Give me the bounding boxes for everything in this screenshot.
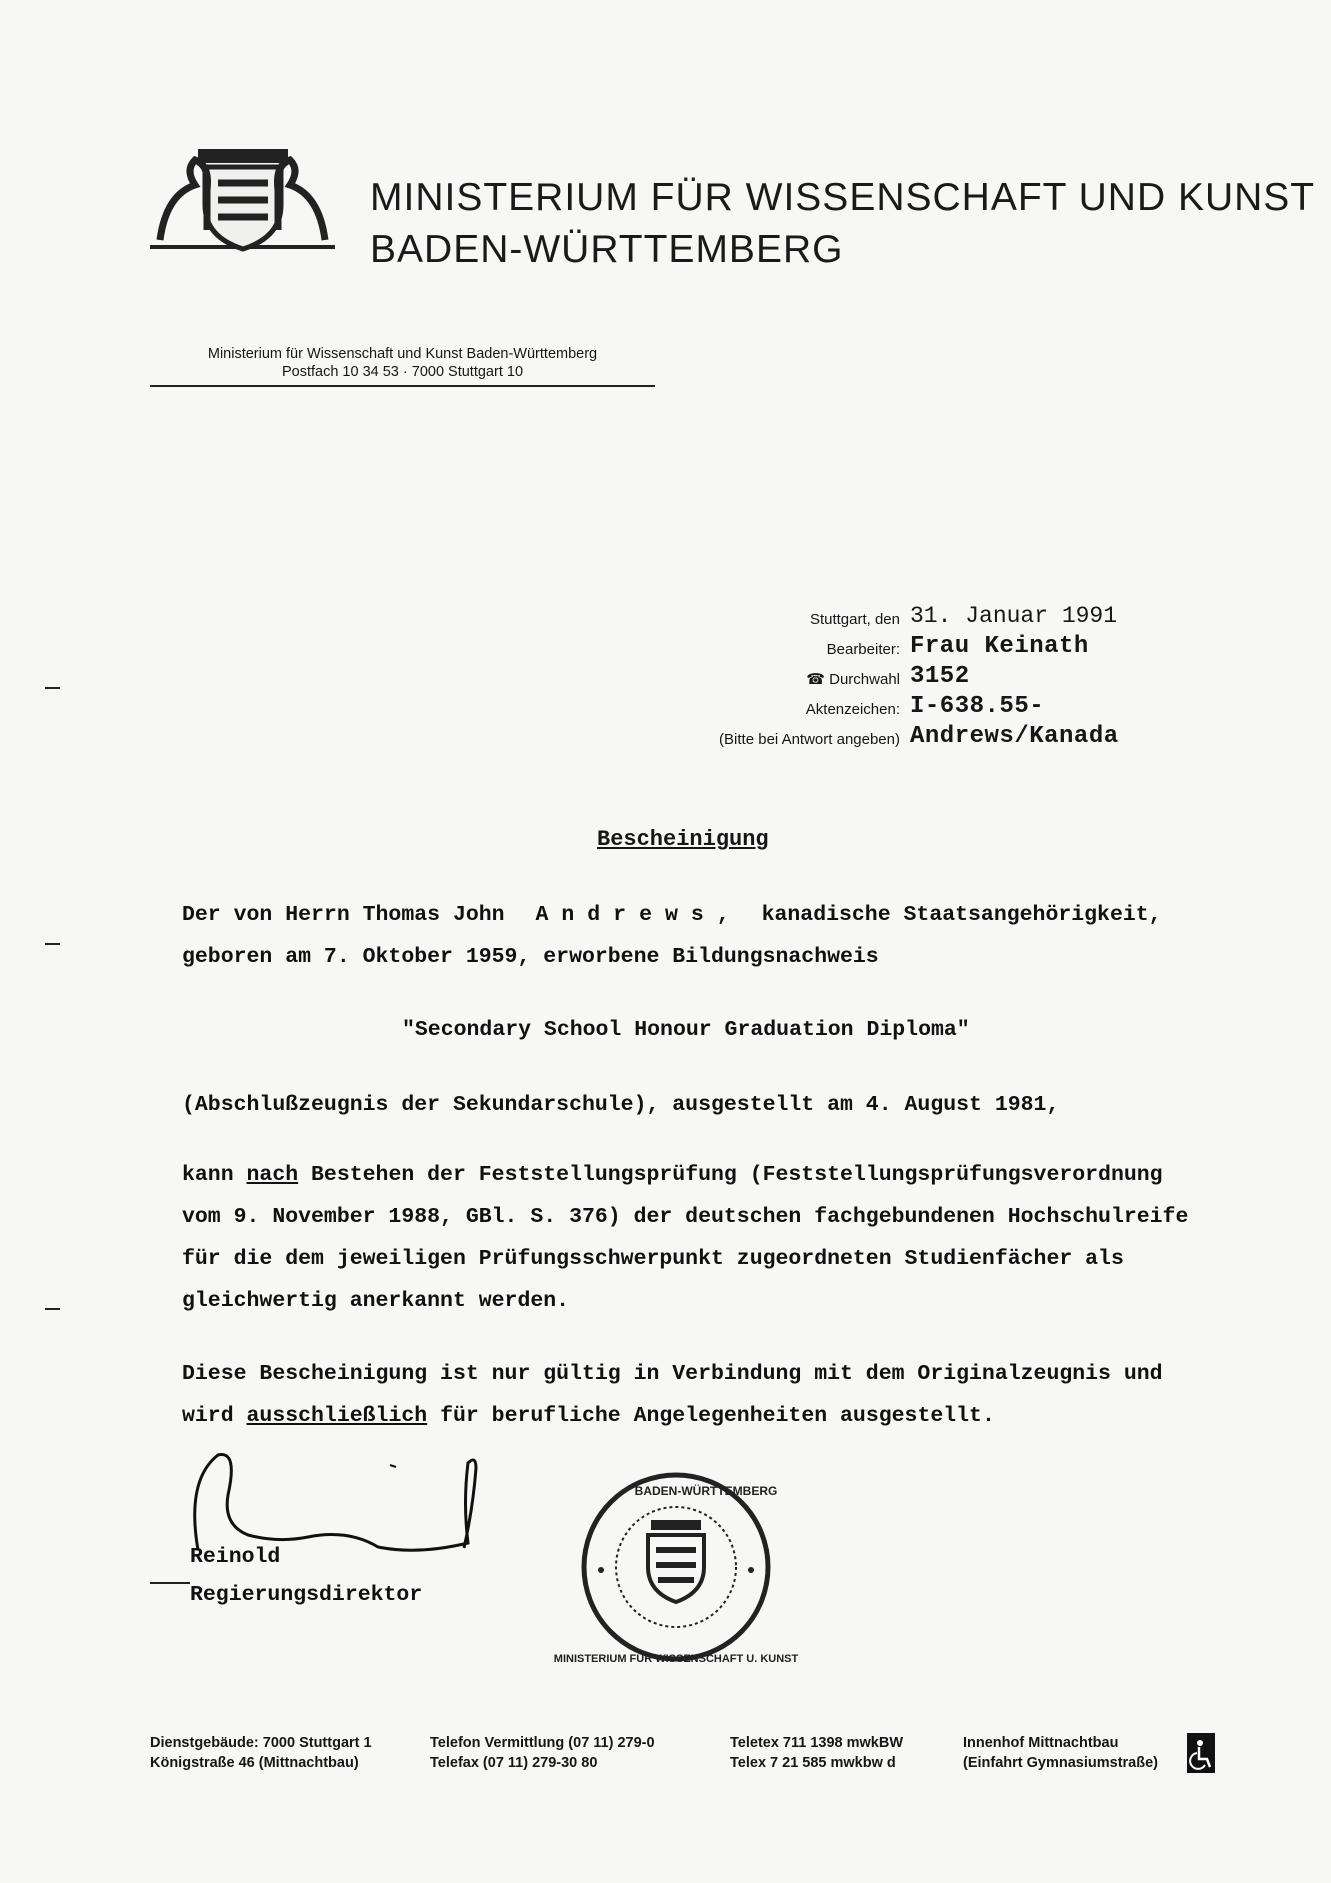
signatory-title: Regierungsdirektor bbox=[190, 1583, 423, 1607]
body-line bbox=[182, 1163, 1163, 1187]
official-seal-stamp bbox=[553, 1450, 799, 1685]
body-text: wird bbox=[182, 1404, 234, 1428]
emphasis-text: ausschließlich bbox=[246, 1404, 428, 1428]
file-name: Andrews/Kanada bbox=[910, 723, 1119, 750]
fold-mark bbox=[45, 943, 60, 945]
return-address bbox=[150, 345, 655, 387]
place-label: Stuttgart, den bbox=[809, 611, 900, 628]
return-address-line1: Ministerium für Wissenschaft und Kunst Baden-Württemberg bbox=[207, 346, 598, 362]
date-value: 31. Januar 1991 bbox=[910, 603, 1118, 629]
body-text: Bestehen der Feststellungsprüfung (Feststellungsprüfungsverordnung bbox=[311, 1163, 1163, 1187]
wheelchair-access-icon bbox=[1187, 1733, 1215, 1773]
footer-phone bbox=[430, 1733, 655, 1773]
file-label: Aktenzeichen: bbox=[805, 701, 900, 718]
footer-telex bbox=[730, 1733, 903, 1773]
body-text: Der von Herrn Thomas John bbox=[182, 903, 505, 927]
body-line: (Abschlußzeugnis der Sekundarschule), ausgestellt am 4. August 1981, bbox=[182, 1093, 1060, 1117]
body-line bbox=[182, 903, 1162, 927]
footer-text: (Einfahrt Gymnasiumstraße) bbox=[963, 1755, 1158, 1771]
coat-of-arms-icon bbox=[150, 145, 335, 255]
clerk-label: Bearbeiter: bbox=[826, 641, 900, 658]
handwritten-signature bbox=[150, 1440, 560, 1600]
fold-mark bbox=[45, 687, 60, 689]
body-text: kann bbox=[182, 1163, 234, 1187]
ministry-title-line2: BADEN-WÜRTTEMBERG bbox=[370, 228, 844, 271]
phone-label: ☎ Durchwahl bbox=[806, 671, 900, 688]
document-heading: Bescheinigung bbox=[597, 827, 769, 852]
seal-top-text: BADEN-WÜRTTEMBERG bbox=[634, 1484, 778, 1498]
phone-value: 3152 bbox=[910, 663, 970, 690]
body-text: kanadische Staatsangehörigkeit, bbox=[761, 903, 1162, 927]
body-line: geboren am 7. Oktober 1959, erworbene Bildungsnachweis bbox=[182, 945, 879, 969]
diploma-title: "Secondary School Honour Graduation Diploma" bbox=[402, 1018, 970, 1042]
footer-text: Innenhof Mittnachtbau bbox=[963, 1735, 1119, 1751]
body-text: für berufliche Angelegenheiten ausgestellt. bbox=[440, 1404, 995, 1428]
person-surname: Andrews, bbox=[535, 903, 743, 927]
ministry-title bbox=[370, 172, 1315, 276]
body-line: Diese Bescheinigung ist nur gültig in Verbindung mit dem Originalzeugnis und bbox=[182, 1362, 1163, 1386]
clerk-value: Frau Keinath bbox=[910, 633, 1089, 660]
emphasis-text: nach bbox=[246, 1163, 299, 1187]
signatory-name: Reinold bbox=[190, 1545, 281, 1569]
footer-text: Telefon Vermittlung (07 11) 279-0 bbox=[430, 1735, 655, 1751]
fold-mark bbox=[45, 1308, 60, 1310]
footer-address bbox=[150, 1733, 372, 1773]
footer-text: Königstraße 46 (Mittnachtbau) bbox=[150, 1755, 359, 1771]
seal-ring-text: MINISTERIUM FÜR WISSENSCHAFT U. KUNST bbox=[553, 1653, 799, 1665]
footer-text: Teletex 711 1398 mwkBW bbox=[730, 1735, 904, 1751]
body-line: für die dem jeweiligen Prüfungsschwerpunkt zugeordneten Studienfächer als bbox=[182, 1247, 1124, 1271]
ministry-title-line1: MINISTERIUM FÜR WISSENSCHAFT UND KUNST bbox=[370, 176, 1316, 219]
signature-dash bbox=[150, 1582, 190, 1584]
body-line: vom 9. November 1988, GBl. S. 376) der deutschen fachgebundenen Hochschulreife bbox=[182, 1205, 1189, 1229]
footer-text: Telefax (07 11) 279-30 80 bbox=[430, 1755, 598, 1771]
footer-text: Telex 7 21 585 mwkbw d bbox=[730, 1755, 896, 1771]
return-address-line2: Postfach 10 34 53 · 7000 Stuttgart 10 bbox=[281, 364, 524, 380]
body-line: gleichwertig anerkannt werden. bbox=[182, 1289, 570, 1313]
reply-note-label: (Bitte bei Antwort angeben) bbox=[719, 731, 900, 748]
body-line bbox=[182, 1404, 995, 1428]
file-number: I-638.55- bbox=[910, 693, 1045, 720]
footer-text: Dienstgebäude: 7000 Stuttgart 1 bbox=[150, 1735, 372, 1751]
footer-entrance bbox=[963, 1733, 1158, 1773]
